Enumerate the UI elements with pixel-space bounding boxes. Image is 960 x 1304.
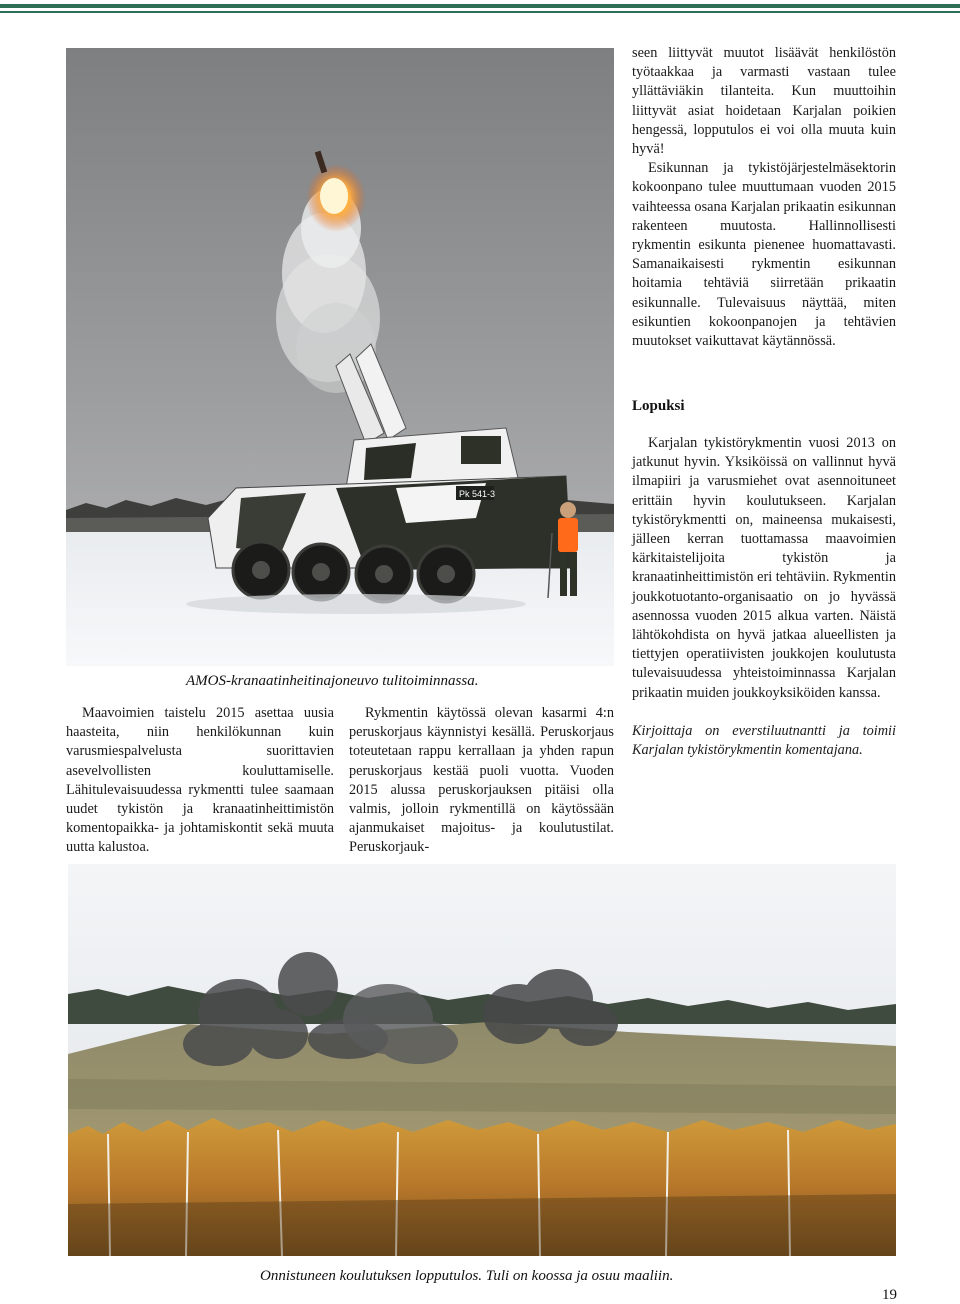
author-note: Kirjoittaja on everstiluutnantti ja toimii Karjalan tykistörykmentin komentajana. xyxy=(632,722,896,759)
top-rule-thick xyxy=(0,4,960,8)
paragraph: Rykmentin käytössä olevan kasarmi 4:n peruskorjaus käynnistyi kesällä. Peruskorjaus toteutetaan rappu kerrallaan ja yhden rapun peruskorjaus kestää puoli vuotta. Vuoden 2015 alussa peruskorjauksen pitäisi olla valmis, jolloin rykmentillä on käytössään ajanmukaiset majoitus- ja koulutustilat. Peruskorjauk- xyxy=(349,705,614,856)
amos-vehicle-photo xyxy=(66,48,614,666)
top-rule-thin xyxy=(0,11,960,13)
column-left xyxy=(66,704,334,858)
paragraph: Maavoimien taistelu 2015 asettaa uusia haasteita, niin henkilökunnan kuin varusmiespalvelusta suorittavien asevelvollisten kouluttamiselle. Lähitulevaisuudessa rykmentti tulee saamaan uudet tykistön ja kranaatinheittimistön komentopaikka- ja johtamiskontit sekä muuta uutta kalustoa. xyxy=(66,705,334,856)
top-photo-caption: AMOS-kranaatinheitinajoneuvo tulitoiminnassa. xyxy=(186,673,479,689)
paragraph: seen liittyvät muutot lisäävät henkilöstön työtaakkaa ja varmasti vastaan tulee yllättäviäkin tilanteita. Kun muuttoihin liittyvät asiat hoidetaan Karjalan poikien hengessä, lopputulos ei voi olla muuta kuin hyvä! xyxy=(632,45,896,158)
paragraph: Karjalan tykistörykmentin vuosi 2013 on jatkunut hyvin. Yksiköissä on vallinnut hyvä ilmapiiri ja varusmiehet ovat asennoituneet erittäin hyvin koulutukseen. Karjalan tykistörykmentti on, maineensa mukaisesti, jälleen kerran tuottamassa maavoimien kärkitaistelijoita tykistön ja kranaatinheittimistön eri tehtäviin. Rykmentin joukkotuotanto-organisaatio on jo hyvässä asennossa vuoden 2015 alkua varten. Näistä lähtökohdista on hyvä jatkaa alueellisten ja tiettyjen operatiivisten joukkojen koulutusta tulevaisuudessa yhteistoiminnassa Karjalan prikaatin muiden joukkoyksiköiden kanssa. xyxy=(632,435,896,701)
page-number: 19 xyxy=(882,1287,897,1303)
impact-smoke-photo xyxy=(68,864,896,1256)
bottom-photo-caption: Onnistuneen koulutuksen lopputulos. Tuli on koossa ja osuu maaliin. xyxy=(260,1268,674,1284)
vehicle-plate: Pk 541-3 xyxy=(459,489,496,499)
paragraph: Esikunnan ja tykistöjärjestelmäsektorin kokoonpano tulee muuttumaan vuoden 2015 vaihteessa osana Karjalan prikaatin esikunnan rakenteen muutosta. Hallinnollisesti rykmentin esikunta pienenee huomattavasti. Samanaikaisesti rykmentin esikunnan hoitamia tehtäviä siirretään prikaatin esikunnalle. Tulevaisuus näyttää, miten esikuntien kokoonpanojen ja tehtävien muutokset vaikuttavat käytännössä. xyxy=(632,160,896,350)
column-right-lopuksi xyxy=(632,434,896,760)
column-middle xyxy=(349,704,614,858)
amos-vehicle-illustration xyxy=(66,48,614,666)
section-heading-lopuksi: Lopuksi xyxy=(632,398,685,414)
column-right-top xyxy=(632,44,896,351)
forest-impact-illustration xyxy=(68,864,896,1256)
